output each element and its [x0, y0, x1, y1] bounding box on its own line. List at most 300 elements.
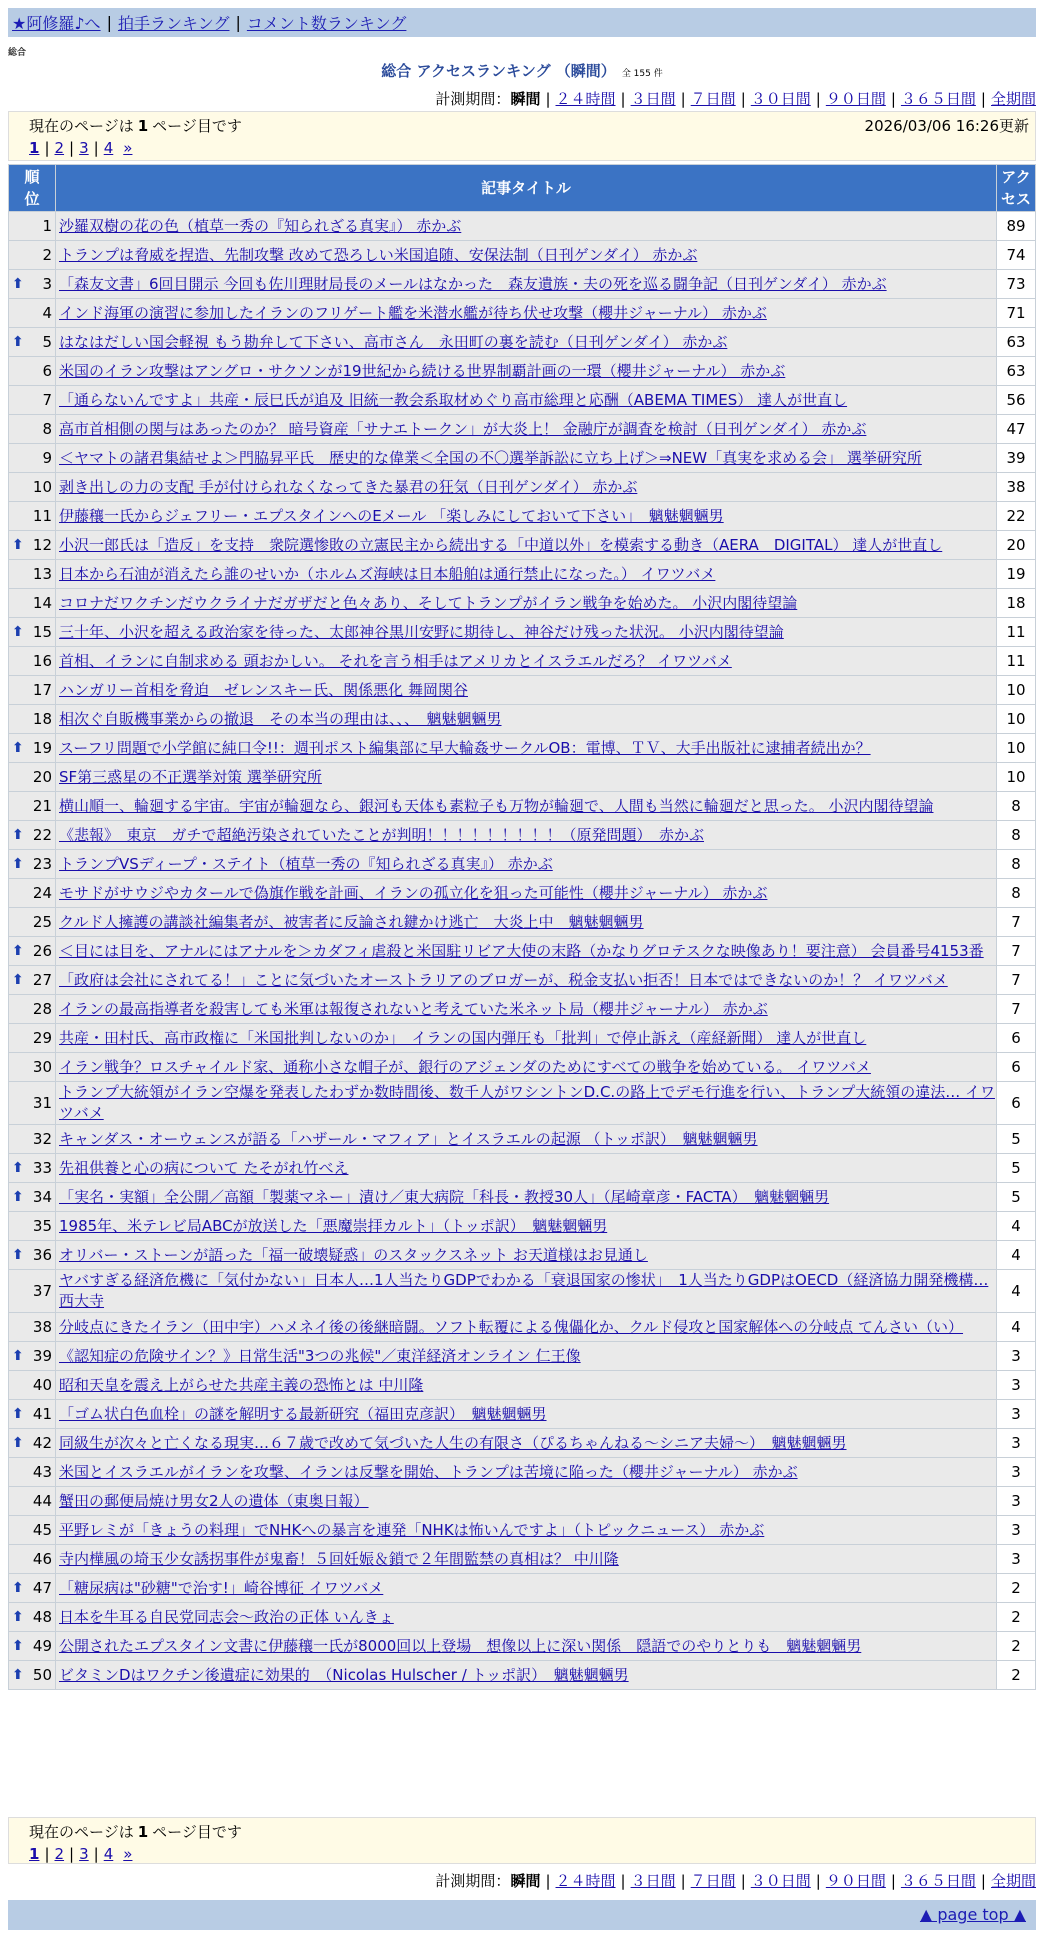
- page-link[interactable]: 4: [103, 1845, 114, 1863]
- rank-cell: [9, 270, 56, 299]
- rank-number: 15: [32, 623, 52, 641]
- rank-cell: [9, 1024, 56, 1053]
- title-cell: [56, 1545, 997, 1574]
- access-count: 11: [997, 618, 1036, 647]
- article-link[interactable]: 相次ぐ自販機事業からの撤退 その本当の理由は、、、 魑魅魍魎男: [59, 709, 502, 728]
- rank-cell: [9, 1313, 56, 1342]
- ranking-row: [9, 473, 1036, 502]
- access-count: 63: [997, 357, 1036, 386]
- rank-cell: [9, 444, 56, 473]
- title-cell: [56, 1024, 997, 1053]
- applause-ranking-link[interactable]: 拍手ランキング: [117, 14, 230, 33]
- rank-number: 8: [42, 420, 52, 438]
- rank-cell: [9, 357, 56, 386]
- rank-cell: [9, 821, 56, 850]
- next-page-link[interactable]: »: [123, 139, 133, 157]
- page-links: [29, 139, 132, 157]
- access-count: 3: [997, 1487, 1036, 1516]
- up-arrow-icon: ⬆: [12, 856, 24, 872]
- article-link[interactable]: 《悲報》 東京 ガチで超絶汚染されていたことが判明！！！！！！！！！（原発問題） 赤かぶ: [59, 825, 705, 844]
- rank-cell: [9, 966, 56, 995]
- article-link[interactable]: 高市首相側の関与はあったのか？ 暗号資産「サナエトークン」が大炎上！ 金融庁が調査を検討（日刊ゲンダイ） 赤かぶ: [59, 419, 867, 438]
- ranking-row: [9, 328, 1036, 357]
- article-link[interactable]: 日本を牛耳る自民党同志会～政治の正体 いんきょ: [59, 1607, 394, 1626]
- pager-bottom: [8, 1817, 1036, 1864]
- rank-cell: [9, 1342, 56, 1371]
- rank-number: 33: [32, 1159, 52, 1177]
- access-count: 10: [997, 705, 1036, 734]
- period-link[interactable]: ７日間: [690, 90, 736, 108]
- article-link[interactable]: モサドがサウジやカタールで偽旗作戦を計画、イランの孤立化を狙った可能性（櫻井ジャーナル） 赤かぶ: [59, 883, 768, 902]
- rank-cell: [9, 1241, 56, 1270]
- rank-number: 36: [32, 1246, 52, 1264]
- rank-cell: [9, 995, 56, 1024]
- rank-cell: [9, 705, 56, 734]
- ranking-row: [9, 1516, 1036, 1545]
- period-link[interactable]: ７日間: [690, 1872, 736, 1890]
- page-link-current[interactable]: 1: [29, 1845, 40, 1863]
- page-link[interactable]: 2: [54, 1845, 65, 1863]
- rank-cell: [9, 1603, 56, 1632]
- article-link[interactable]: トランプは脅威を捏造、先制攻撃 改めて恐ろしい米国追随、安保法制（日刊ゲンダイ） 赤かぶ: [59, 245, 698, 264]
- page-separator: |: [44, 1845, 50, 1863]
- title-cell: [56, 386, 997, 415]
- title-cell: [56, 1574, 997, 1603]
- ranking-row: [9, 386, 1036, 415]
- title-cell: [56, 1183, 997, 1212]
- title-cell: [56, 734, 997, 763]
- rank-cell: [9, 212, 56, 241]
- comment-ranking-link[interactable]: コメント数ランキング: [246, 14, 407, 33]
- article-link[interactable]: 公開されたエプスタイン文書に伊藤穰一氏が8000回以上登場 想像以上に深い関係 隠語でのやりとりも 魑魅魍魎男: [59, 1636, 862, 1655]
- period-separator: |: [815, 1872, 821, 1890]
- up-arrow-icon: ⬆: [12, 1609, 24, 1625]
- title-cell: [56, 1371, 997, 1400]
- total-count: 全 155 件: [621, 69, 663, 79]
- ranking-row: [9, 937, 1036, 966]
- access-count: 4: [997, 1270, 1036, 1313]
- rank-number: 40: [32, 1376, 52, 1394]
- ranking-row: [9, 444, 1036, 473]
- ranking-row: [9, 1400, 1036, 1429]
- rank-cell: [9, 502, 56, 531]
- rank-number: 1: [42, 217, 52, 235]
- ranking-row: [9, 1241, 1036, 1270]
- title-cell: [56, 792, 997, 821]
- rank-number: 46: [32, 1550, 52, 1568]
- page-separator: |: [44, 139, 50, 157]
- period-link[interactable]: ３６５日間: [900, 90, 976, 108]
- ranking-row: [9, 1082, 1036, 1125]
- footer-bar: [8, 1900, 1036, 1930]
- period-separator: |: [620, 90, 626, 108]
- ranking-row: [9, 1632, 1036, 1661]
- current-page-text: [29, 1821, 242, 1842]
- ranking-row: [9, 560, 1036, 589]
- article-link[interactable]: 小沢一郎氏は「造反」を支持 衆院選惨敗の立憲民主から続出する「中道以外」を模索する動き（AERA DIGITAL） 達人が世直し: [59, 535, 943, 554]
- page-link[interactable]: 4: [103, 139, 114, 157]
- rank-cell: [9, 589, 56, 618]
- title-cell: [56, 1212, 997, 1241]
- ranking-row: [9, 1603, 1036, 1632]
- access-count: 7: [997, 966, 1036, 995]
- rank-number: 2: [42, 246, 52, 264]
- rank-number: 32: [32, 1130, 52, 1148]
- period-link[interactable]: 全期間: [990, 90, 1036, 108]
- article-link[interactable]: イラン戦争？ロスチャイルド家、通称小さな帽子が、銀行のアジェンダのためにすべての戦争を始めている。 イワツバメ: [59, 1057, 871, 1076]
- title-cell: [56, 705, 997, 734]
- page-links: [29, 1845, 132, 1863]
- article-link[interactable]: ハンガリー首相を脅迫 ゼレンスキー氏、関係悪化 舞岡関谷: [59, 680, 468, 699]
- ranking-row: [9, 792, 1036, 821]
- period-separator: |: [740, 1872, 746, 1890]
- rank-number: 5: [42, 333, 52, 351]
- nav-separator: |: [235, 13, 241, 32]
- title-cell: [56, 1458, 997, 1487]
- ranking-row: [9, 241, 1036, 270]
- rank-cell: [9, 386, 56, 415]
- title-cell: [56, 618, 997, 647]
- rank-cell: [9, 1574, 56, 1603]
- current-page-suffix: ページ目です: [152, 117, 242, 135]
- article-link[interactable]: ＜目には目を、アナルにはアナルを＞カダフィ虐殺と米国駐リビア大使の末路（かなりグロテスクな映像あり！要注意） 会員番号4153番: [59, 941, 984, 960]
- ranking-row: [9, 995, 1036, 1024]
- rank-cell: [9, 1632, 56, 1661]
- article-link[interactable]: 米国のイラン攻撃はアングロ・サクソンが19世紀から続ける世界制覇計画の一環（櫻井ジャーナル） 赤かぶ: [59, 361, 786, 380]
- title-cell: [56, 357, 997, 386]
- article-link[interactable]: 米国とイスラエルがイランを攻撃、イランは反撃を開始、トランプは苦境に陥った（櫻井ジャーナル） 赤かぶ: [59, 1462, 798, 1481]
- current-page-label: 現在のページは: [29, 1823, 134, 1841]
- period-current: 瞬間: [510, 1872, 541, 1890]
- rank-number: 19: [32, 739, 52, 757]
- article-link[interactable]: 平野レミが「きょうの料理」でNHKへの暴言を連発「NHKは怖いんですよ」（トピックニュース） 赤かぶ: [59, 1520, 765, 1539]
- period-separator: |: [680, 90, 686, 108]
- rank-number: 18: [32, 710, 52, 728]
- rank-number: 20: [32, 768, 52, 786]
- article-link[interactable]: 横山順一、輪廻する宇宙。宇宙が輪廻なら、銀河も天体も素粒子も万物が輪廻で、人間も当然に輪廻だと思った。 小沢内閣待望論: [59, 796, 934, 815]
- rank-number: 23: [32, 855, 52, 873]
- rank-cell: [9, 879, 56, 908]
- ranking-row: [9, 763, 1036, 792]
- up-arrow-icon: ⬆: [12, 1348, 24, 1364]
- rank-number: 25: [32, 913, 52, 931]
- up-arrow-icon: ⬆: [12, 1160, 24, 1176]
- ranking-row: [9, 676, 1036, 705]
- up-arrow-icon: ⬆: [12, 972, 24, 988]
- ranking-row: [9, 879, 1036, 908]
- rank-number: 37: [32, 1282, 52, 1300]
- article-link[interactable]: 首相、イランに自制求める 頭おかしい。 それを言う相手はアメリカとイスラエルだろ？ イワツバメ: [59, 651, 732, 670]
- rank-cell: [9, 763, 56, 792]
- ranking-row: [9, 966, 1036, 995]
- period-label: 計測期間：: [435, 1872, 511, 1890]
- page-separator: |: [93, 1845, 99, 1863]
- title-cell: [56, 1270, 997, 1313]
- period-link[interactable]: ３日間: [630, 1872, 676, 1890]
- rank-number: 49: [32, 1637, 52, 1655]
- access-count: 2: [997, 1574, 1036, 1603]
- page-link-current[interactable]: 1: [29, 139, 40, 157]
- rank-number: 21: [32, 797, 52, 815]
- ranking-row: [9, 1371, 1036, 1400]
- period-separator: |: [680, 1872, 686, 1890]
- period-link[interactable]: ３０日間: [750, 1872, 811, 1890]
- title-cell: [56, 1603, 997, 1632]
- ranking-table: [8, 164, 1036, 1690]
- title-cell: [56, 1632, 997, 1661]
- article-link[interactable]: キャンダス・オーウェンスが語る「ハザール・マフィア」とイスラエルの起源 （トッポ訳） 魑魅魍魎男: [59, 1129, 758, 1148]
- access-count: 6: [997, 1053, 1036, 1082]
- article-link[interactable]: 《認知症の危険サイン？》日常生活"3つの兆候"／東洋経済オンライン 仁王像: [59, 1346, 581, 1365]
- access-count: 4: [997, 1313, 1036, 1342]
- article-link[interactable]: オリバー・ストーンが語った「福一破壊疑惑」のスタックスネット お天道様はお見通し: [59, 1245, 648, 1264]
- page-separator: |: [69, 139, 75, 157]
- access-count: 2: [997, 1632, 1036, 1661]
- article-link[interactable]: 日本から石油が消えたら誰のせいか（ホルムズ海峡は日本船舶は通行禁止になった。） イワツバメ: [59, 564, 716, 583]
- access-count: 7: [997, 908, 1036, 937]
- article-link[interactable]: イランの最高指導者を殺害しても米軍は報復されないと考えていた米ネット局（櫻井ジャーナル） 赤かぶ: [59, 999, 768, 1018]
- period-current: 瞬間: [510, 90, 541, 108]
- period-link[interactable]: ２４時間: [555, 90, 616, 108]
- ranking-row: [9, 1270, 1036, 1313]
- article-link[interactable]: 三十年、小沢を超える政治家を待った、太郎神谷黒川安野に期待し、神谷だけ残った状況。 小沢内閣待望論: [59, 622, 784, 641]
- article-link[interactable]: 分岐点にきたイラン（田中宇）ハメネイ後の後継暗闘。ソフト転覆による傀儡化か、クルド侵攻と国家解体への分岐点 てんさい（い）: [59, 1317, 964, 1336]
- rank-number: 50: [32, 1666, 52, 1684]
- rank-cell: [9, 1516, 56, 1545]
- article-link[interactable]: 共産・田村氏、高市政権に「米国批判しないのか」 イランの国内弾圧も「批判」で停止訴え（産経新聞） 達人が世直し: [59, 1028, 867, 1047]
- rank-cell: [9, 1125, 56, 1154]
- period-separator: |: [980, 90, 986, 108]
- title-cell: [56, 850, 997, 879]
- access-count: 6: [997, 1024, 1036, 1053]
- current-page-number: 1: [137, 117, 149, 135]
- period-link[interactable]: ２４時間: [555, 1872, 616, 1890]
- rank-cell: [9, 1458, 56, 1487]
- rank-cell: [9, 473, 56, 502]
- title-cell: [56, 647, 997, 676]
- article-link[interactable]: 剥き出しの力の支配 手が付けられなくなってきた暴君の狂気（日刊ゲンダイ） 赤かぶ: [59, 477, 638, 496]
- rank-number: 42: [32, 1434, 52, 1452]
- ranking-row: [9, 850, 1036, 879]
- article-link[interactable]: 寺内樺風の埼玉少女誘拐事件が鬼畜！５回妊娠＆鎖で２年間監禁の真相は？ 中川隆: [59, 1549, 619, 1568]
- rank-cell: [9, 1429, 56, 1458]
- up-arrow-icon: ⬆: [12, 1667, 24, 1683]
- article-link[interactable]: 1985年、米テレビ局ABCが放送した「悪魔崇拝カルト」（トッポ訳） 魑魅魍魎男: [59, 1216, 608, 1235]
- ranking-row: [9, 1545, 1036, 1574]
- title-cell: [56, 821, 997, 850]
- rank-cell: [9, 792, 56, 821]
- rank-number: 39: [32, 1347, 52, 1365]
- rank-cell: [9, 560, 56, 589]
- period-link[interactable]: ３日間: [630, 90, 676, 108]
- access-count: 71: [997, 299, 1036, 328]
- article-link[interactable]: 昭和天皇を震え上がらせた共産主義の恐怖とは 中川隆: [59, 1375, 424, 1394]
- access-count: 10: [997, 676, 1036, 705]
- rank-number: 17: [32, 681, 52, 699]
- ranking-row: [9, 1154, 1036, 1183]
- up-arrow-icon: ⬆: [12, 827, 24, 843]
- page-link[interactable]: 2: [54, 139, 65, 157]
- page-link[interactable]: 3: [79, 1845, 89, 1863]
- title-cell: [56, 531, 997, 560]
- article-link[interactable]: ヤバすぎる経済危機に「気付かない」日本人…1人当たりGDPでわかる「衰退国家の惨状」 1人当たりGDPはOECD（経済協力開発機構… 西大寺: [59, 1271, 989, 1310]
- article-link[interactable]: ビタミンDはワクチン後遺症に効果的 （Nicolas Hulscher / トッポ訳） 魑魅魍魎男: [59, 1665, 629, 1684]
- article-link[interactable]: ＜ヤマトの諸君集結せよ＞門脇昇平氏 歴史的な偉業＜全国の不〇選挙訴訟に立ち上げ＞⇒NEW「真実を求める会」 選挙研究所: [59, 448, 922, 467]
- title-cell: [56, 995, 997, 1024]
- ranking-row: [9, 589, 1036, 618]
- access-header: アクセス: [997, 165, 1036, 212]
- access-count: 8: [997, 850, 1036, 879]
- rank-number: 14: [32, 594, 52, 612]
- ranking-row: [9, 270, 1036, 299]
- current-page-number: 1: [137, 1823, 149, 1841]
- rank-number: 41: [32, 1405, 52, 1423]
- article-link[interactable]: トランプ大統領がイラン空爆を発表したわずか数時間後、数千人がワシントンD.C.の路上でデモ行進を行い、トランプ大統領の違法… イワツバメ: [59, 1083, 995, 1122]
- title-cell: [56, 502, 997, 531]
- period-link[interactable]: ３０日間: [750, 90, 811, 108]
- period-link[interactable]: ３６５日間: [900, 1872, 976, 1890]
- rank-cell: [9, 908, 56, 937]
- period-link[interactable]: ９０日間: [825, 1872, 886, 1890]
- article-link[interactable]: 「ゴム状白色血栓」の謎を解明する最新研究（福田克彦訳） 魑魅魍魎男: [59, 1404, 547, 1423]
- title-header: 記事タイトル: [56, 165, 997, 212]
- article-link[interactable]: スーフリ問題で小学館に純口令!!：週刊ポスト編集部に早大輪姦サークルOB：電博、ＴＶ、大手出版社に逮捕者続出か？: [59, 738, 871, 757]
- access-count: 19: [997, 560, 1036, 589]
- ranking-row: [9, 1342, 1036, 1371]
- rank-number: 43: [32, 1463, 52, 1481]
- pager-top: [8, 111, 1036, 161]
- access-count: 73: [997, 270, 1036, 299]
- up-arrow-icon: ⬆: [12, 1580, 24, 1596]
- access-count: 5: [997, 1125, 1036, 1154]
- rank-cell: [9, 241, 56, 270]
- rank-number: 47: [32, 1579, 52, 1597]
- up-arrow-icon: ⬆: [12, 1247, 24, 1263]
- rank-cell: [9, 1053, 56, 1082]
- up-arrow-icon: ⬆: [12, 276, 24, 292]
- article-link[interactable]: 「実名・実額」全公開／高額「製薬マネー」漬け／東大病院「科長・教授30人」（尾崎章彦・FACTA） 魑魅魍魎男: [59, 1187, 830, 1206]
- access-count: 10: [997, 763, 1036, 792]
- period-link[interactable]: 全期間: [990, 1872, 1036, 1890]
- access-count: 3: [997, 1371, 1036, 1400]
- page-link[interactable]: 3: [79, 139, 89, 157]
- home-link[interactable]: ★阿修羅♪へ: [12, 14, 101, 33]
- article-link[interactable]: 先祖供養と心の病について たそがれ竹べえ: [59, 1158, 349, 1177]
- rank-cell: [9, 328, 56, 357]
- nav-separator: |: [106, 13, 112, 32]
- ranking-row: [9, 1183, 1036, 1212]
- access-count: 8: [997, 879, 1036, 908]
- updated-timestamp: 2026/03/06 16:26更新: [864, 117, 1029, 135]
- access-count: 5: [997, 1154, 1036, 1183]
- rank-cell: [9, 1545, 56, 1574]
- up-arrow-icon: ⬆: [12, 537, 24, 553]
- rank-cell: [9, 618, 56, 647]
- article-link[interactable]: クルド人擁護の講談社編集者が、被害者に反論され鍵かけ逃亡 大炎上中 魑魅魍魎男: [59, 912, 644, 931]
- access-count: 11: [997, 647, 1036, 676]
- article-link[interactable]: SF第三惑星の不正選挙対策 選挙研究所: [59, 767, 322, 786]
- access-count: 8: [997, 792, 1036, 821]
- section-tag: 総合: [8, 48, 27, 58]
- up-arrow-icon: ⬆: [12, 1189, 24, 1205]
- access-count: 3: [997, 1429, 1036, 1458]
- rank-number: 27: [32, 971, 52, 989]
- title-cell: [56, 763, 997, 792]
- current-page-text: [29, 115, 242, 136]
- rank-number: 48: [32, 1608, 52, 1626]
- article-link[interactable]: 「政府は会社にされてる！」ことに気づいたオーストラリアのブロガーが、税金支払い拒否！日本ではできないのか！？ イワツバメ: [59, 970, 948, 989]
- ranking-row: [9, 299, 1036, 328]
- access-count: 20: [997, 531, 1036, 560]
- title-cell: [56, 1125, 997, 1154]
- access-count: 18: [997, 589, 1036, 618]
- up-arrow-icon: ⬆: [12, 1435, 24, 1451]
- article-link[interactable]: 「森友文書」6回目開示 今回も佐川理財局長のメールはなかった 森友遺族・夫の死を巡る闘争記（日刊ゲンダイ） 赤かぶ: [59, 274, 887, 293]
- next-page-link[interactable]: »: [123, 1845, 133, 1863]
- rank-cell: [9, 647, 56, 676]
- ranking-row: [9, 821, 1036, 850]
- access-count: 7: [997, 995, 1036, 1024]
- period-separator: |: [620, 1872, 626, 1890]
- rank-number: 38: [32, 1318, 52, 1336]
- title-cell: [56, 299, 997, 328]
- title-cell: [56, 1241, 997, 1270]
- rank-cell: [9, 1082, 56, 1125]
- access-count: 3: [997, 1545, 1036, 1574]
- title-cell: [56, 473, 997, 502]
- page-top-link[interactable]: ▲ page top ▲: [919, 1905, 1026, 1924]
- article-link[interactable]: 「糖尿病は"砂糖"で治す!」崎谷博征 イワツバメ: [59, 1578, 384, 1597]
- rank-number: 28: [32, 1000, 52, 1018]
- rank-number: 34: [32, 1188, 52, 1206]
- rank-number: 13: [32, 565, 52, 583]
- period-separator: |: [980, 1872, 986, 1890]
- period-separator: |: [545, 1872, 551, 1890]
- article-link[interactable]: 「通らないんですよ」共産・辰巳氏が追及 旧統一教会系取材めぐり高市総理と応酬（ABEMA TIMES） 達人が世直し: [59, 390, 848, 409]
- ranking-row: [9, 531, 1036, 560]
- rank-number: 11: [32, 507, 52, 525]
- rank-cell: [9, 531, 56, 560]
- access-count: 3: [997, 1458, 1036, 1487]
- article-link[interactable]: 同級生が次々と亡くなる現実…６７歳で改めて気づいた人生の有限さ（ぴるちゃんねる～シニア夫婦～） 魑魅魍魎男: [59, 1433, 847, 1452]
- rank-number: 24: [32, 884, 52, 902]
- access-count: 8: [997, 821, 1036, 850]
- period-link[interactable]: ９０日間: [825, 90, 886, 108]
- article-link[interactable]: インド海軍の演習に参加したイランのフリゲート艦を米潜水艦が待ち伏せ攻撃（櫻井ジャーナル） 赤かぶ: [59, 303, 767, 322]
- title-cell: [56, 908, 997, 937]
- rank-cell: [9, 299, 56, 328]
- article-link[interactable]: トランプVSディープ・ステイト（植草一秀の『知られざる真実』） 赤かぶ: [59, 854, 553, 873]
- rank-number: 12: [32, 536, 52, 554]
- ranking-row: [9, 1125, 1036, 1154]
- article-link[interactable]: 蟹田の郵便局焼け男女2人の遺体（東奥日報）: [59, 1491, 369, 1510]
- period-label: 計測期間：: [435, 90, 511, 108]
- access-count: 89: [997, 212, 1036, 241]
- access-count: 4: [997, 1212, 1036, 1241]
- article-link[interactable]: 伊藤穰一氏からジェフリー・エプスタインへのEメール 「楽しみにしておいて下さい」 魑魅魍魎男: [59, 506, 724, 525]
- rank-number: 6: [42, 362, 52, 380]
- page-separator: |: [93, 139, 99, 157]
- access-count: 47: [997, 415, 1036, 444]
- ranking-row: [9, 212, 1036, 241]
- ranking-row: [9, 647, 1036, 676]
- article-link[interactable]: 沙羅双樹の花の色（植草一秀の『知られざる真実』） 赤かぶ: [59, 216, 462, 235]
- article-link[interactable]: はなはだしい国会軽視 もう勘弁して下さい、高市さん 永田町の裏を読む（日刊ゲンダイ） 赤かぶ: [59, 332, 728, 351]
- access-count: 4: [997, 1241, 1036, 1270]
- period-separator: |: [890, 90, 896, 108]
- rank-cell: [9, 1270, 56, 1313]
- article-link[interactable]: コロナだワクチンだウクライナだガザだと色々あり、そしてトランプがイラン戦争を始めた。 小沢内閣待望論: [59, 593, 798, 612]
